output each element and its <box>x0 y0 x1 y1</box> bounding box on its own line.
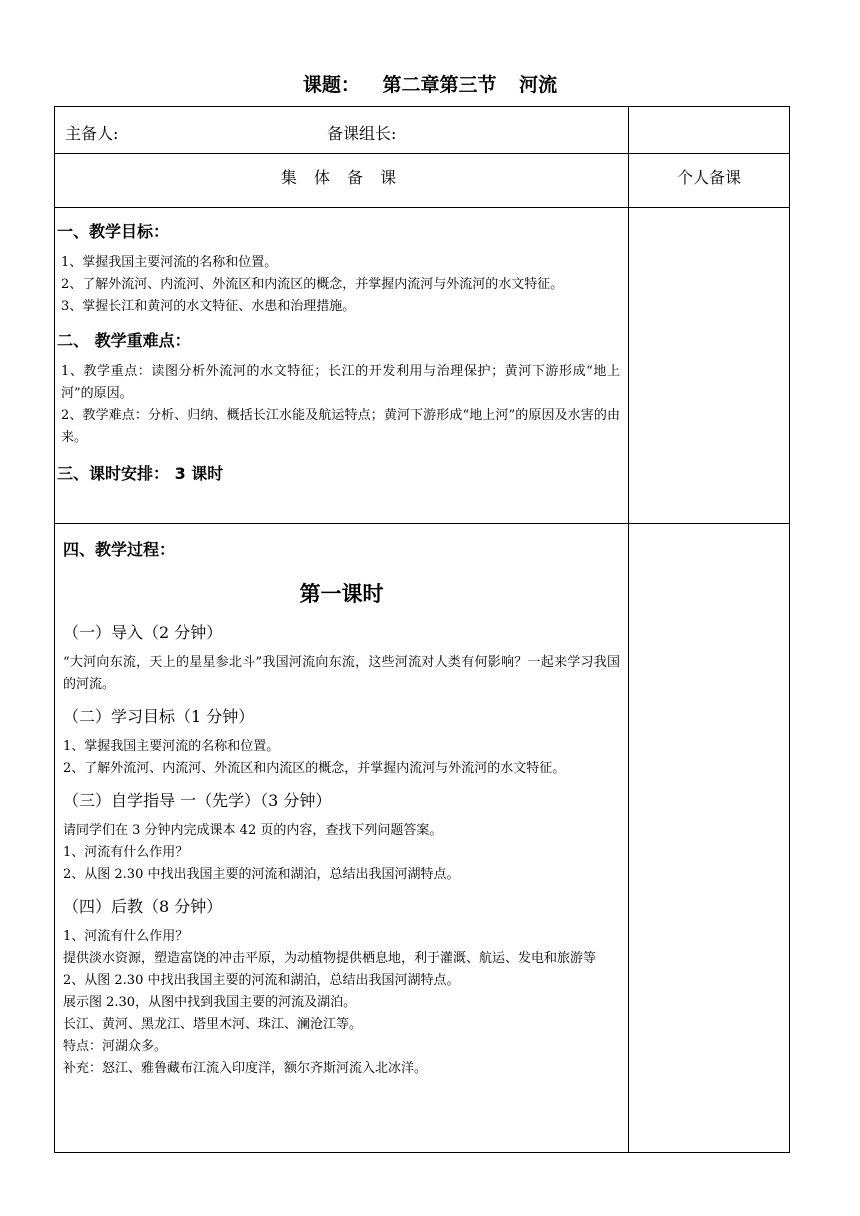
key-point-item: 2、教学难点：分析、归纳、概括长江水能及航运特点；黄河下游形成“地上河”的原因及水害的由来。 <box>61 408 620 445</box>
schedule-heading: 三、课时安排： 3 课时 <box>57 464 224 483</box>
self-study-item: 请同学们在 3 分钟内完成课本 42 页的内容，查找下列问题答案。 <box>63 823 443 838</box>
objectives-heading: 一、教学目标： <box>57 222 170 241</box>
teach-heading: （四）后教（8 分钟） <box>63 897 223 916</box>
goal-item: 2、了解外流河、内流河、外流区和内流区的概念，并掌握内流河与外流河的水文特征。 <box>63 761 566 776</box>
self-study-heading: （三）自学指导 一（先学）（3 分钟） <box>63 791 332 810</box>
lesson-plan-table <box>54 106 790 1153</box>
row-divider <box>55 207 789 208</box>
process-heading: 四、教学过程： <box>63 540 176 559</box>
row-divider <box>55 153 789 154</box>
group-leader-label: 备课组长: <box>327 124 397 143</box>
objective-item: 1、掌握我国主要河流的名称和位置。 <box>61 255 278 270</box>
objectives-section <box>55 219 628 484</box>
goal-item: 1、掌握我国主要河流的名称和位置。 <box>63 739 280 754</box>
teach-item: 展示图 2.30，从图中找到我国主要的河流及湖泊。 <box>63 995 357 1010</box>
teach-item: 补充：怒江、雅鲁藏布江流入印度洋，额尔齐斯河流入北冰洋。 <box>63 1061 428 1076</box>
preparer-label: 主备人: <box>65 124 119 143</box>
column-divider <box>628 107 629 1152</box>
key-point-item: 1、教学重点：读图分析外流河的水文特征；长江的开发利用与治理保护；黄河下游形成“地上河”的原因。 <box>61 364 620 401</box>
teach-item: 长江、黄河、黑龙江、塔里木河、珠江、澜沧江等。 <box>63 1017 363 1032</box>
lesson-title: 第一课时 <box>299 582 384 606</box>
title-chapter: 第二章第三节 <box>382 74 497 96</box>
objective-item: 2、了解外流河、内流河、外流区和内流区的概念，并掌握内流河与外流河的水文特征。 <box>61 277 564 292</box>
key-points-heading: 二、 教学重难点： <box>57 331 191 350</box>
self-study-item: 2、从图 2.30 中找出我国主要的河流和湖泊，总结出我国河湖特点。 <box>63 867 460 882</box>
goals-heading: （二）学习目标（1 分钟） <box>63 707 255 726</box>
self-study-item: 1、河流有什么作用？ <box>63 845 189 860</box>
teach-item: 提供淡水资源，塑造富饶的冲击平原，为动植物提供栖息地，利于灌溉、航运、发电和旅游等 <box>63 951 597 966</box>
row-divider <box>55 523 789 524</box>
collective-prep-header: 集 体 备 课 <box>280 168 403 187</box>
process-section <box>55 537 628 1080</box>
teach-item: 1、河流有什么作用？ <box>63 929 189 944</box>
personal-prep-header: 个人备课 <box>676 168 741 187</box>
teach-item: 2、从图 2.30 中找出我国主要的河流和湖泊，总结出我国河湖特点。 <box>63 973 460 988</box>
objective-item: 3、掌握长江和黄河的水文特征、水患和治理措施。 <box>61 299 356 314</box>
title-label: 课题： <box>302 74 360 96</box>
intro-heading: （一）导入（2 分钟） <box>63 623 223 642</box>
teach-item: 特点：河湖众多。 <box>63 1039 168 1054</box>
page-title <box>0 70 860 97</box>
intro-text: “大河向东流，天上的星星参北斗”我国河流向东流，这些河流对人类有何影响？一起来学习我国的河流。 <box>63 655 620 692</box>
title-topic: 河流 <box>519 74 558 96</box>
